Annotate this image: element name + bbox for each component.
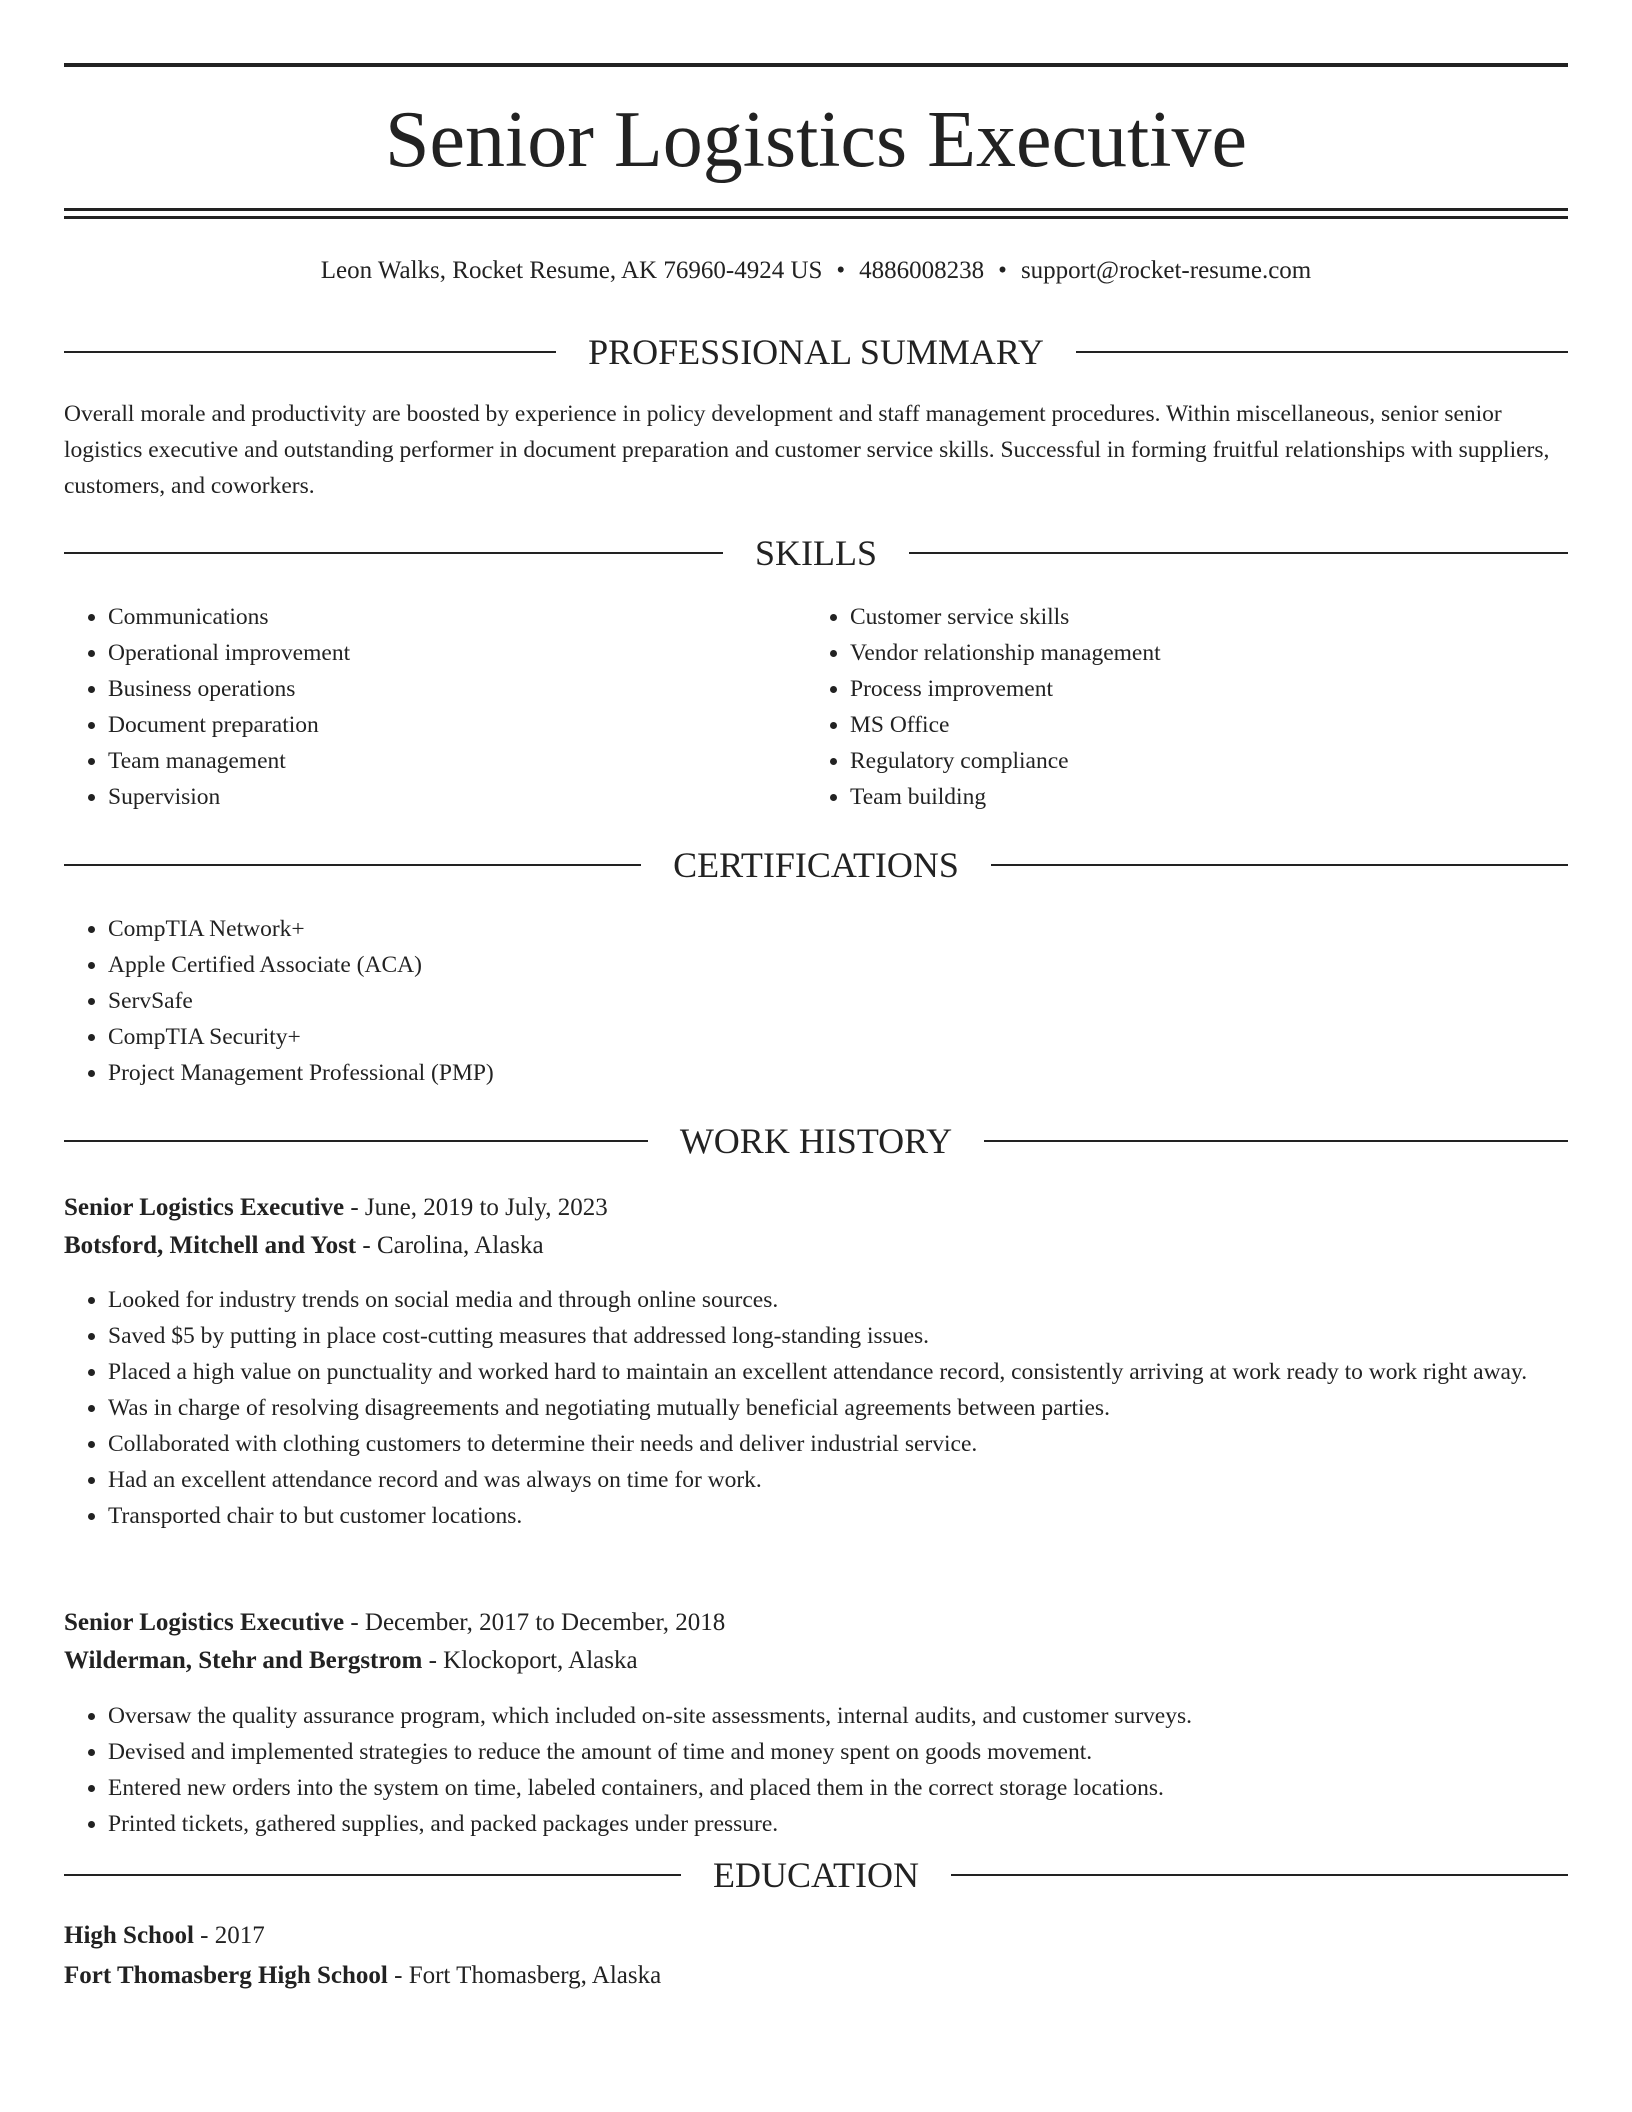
contact-separator: • (836, 257, 846, 284)
section-heading-summary (64, 332, 1568, 372)
skill-item: • Supervision (108, 779, 798, 815)
heading-rule (984, 1140, 1568, 1142)
contact-line (64, 255, 1568, 287)
job-dates: - June, 2019 to July, 2023 (344, 1194, 608, 1221)
contact-phone: 4886008238 (859, 257, 985, 284)
certification-item: • ServSafe (108, 983, 1612, 1019)
section-title: WORK HISTORY (679, 1121, 953, 1161)
job-bullet: • Collaborated with clothing customers to determine their needs and deliver industrial service. (108, 1426, 1612, 1462)
heading-rule (64, 351, 556, 353)
job-bullet: • Printed tickets, gathered supplies, and packed packages under pressure. (108, 1806, 1612, 1842)
section-heading-work (64, 1121, 1568, 1161)
certifications-list (64, 911, 1612, 1091)
skill-item: • Operational improvement (108, 635, 798, 671)
job-bullets (64, 1282, 1612, 1534)
education-school-line (64, 1957, 1568, 1995)
job-title: Senior Logistics Executive (64, 1609, 345, 1636)
job-company: Botsford, Mitchell and Yost (64, 1232, 357, 1259)
heading-rule (64, 864, 641, 866)
skill-item: • Process improvement (850, 671, 1590, 707)
contact-email: support@rocket-resume.com (1020, 257, 1312, 284)
contact-separator: • (998, 257, 1007, 284)
job-dates: - December, 2017 to December, 2018 (344, 1609, 726, 1636)
job-bullet: • Placed a high value on punctuality and worked hard to maintain an excellent attendance record, consistently arriving at work ready to work right away. (108, 1354, 1612, 1390)
job-location: - Klockoport, Alaska (422, 1647, 638, 1674)
job-bullets (64, 1698, 1612, 1842)
summary-text: Overall morale and productivity are boosted by experience in policy development and staff management procedures. Within miscellaneous, senior senior logistics executive and outstanding performer in document preparation and customer service skills. Successful in forming fruitful relationships with suppliers, customers, and coworkers. (64, 401, 1550, 499)
title-rule-upper (64, 208, 1568, 211)
skill-item: • Regulatory compliance (850, 743, 1590, 779)
job-bullet: • Transported chair to but customer locations. (108, 1498, 1612, 1534)
job-bullet: • Oversaw the quality assurance program, which included on-site assessments, internal audits, and customer surveys. (108, 1698, 1612, 1734)
section-title: CERTIFICATIONS (673, 845, 959, 885)
title-rule-lower (64, 216, 1568, 219)
job-bullet: • Was in charge of resolving disagreements and negotiating mutually beneficial agreements between parties. (108, 1390, 1612, 1426)
section-title: SKILLS (755, 533, 878, 573)
skill-item: • Team building (850, 779, 1590, 815)
job-title-line (64, 1604, 1568, 1642)
education-location: - Fort Thomasberg, Alaska (387, 1962, 662, 1989)
job-company-line (64, 1227, 1568, 1265)
skill-item: • Communications (108, 599, 798, 635)
top-rule (64, 63, 1568, 67)
job-bullet: • Looked for industry trends on social media and through online sources. (108, 1282, 1612, 1318)
skill-item: • Business operations (108, 671, 798, 707)
education-year: - 2017 (193, 1922, 265, 1949)
skill-item: • Team management (108, 743, 798, 779)
certification-item: • Apple Certified Associate (ACA) (108, 947, 1612, 983)
contact-address: Leon Walks, Rocket Resume, AK 76960-4924 US (320, 257, 823, 284)
heading-rule (909, 552, 1568, 554)
job-bullet: • Had an excellent attendance record and was always on time for work. (108, 1462, 1612, 1498)
heading-rule (991, 864, 1568, 866)
job-bullet: • Devised and implemented strategies to reduce the amount of time and money spent on goods movement. (108, 1734, 1612, 1770)
skill-item: • Customer service skills (850, 599, 1590, 635)
section-title: EDUCATION (713, 1855, 919, 1895)
section-title: PROFESSIONAL SUMMARY (588, 332, 1044, 372)
certification-item: • CompTIA Security+ (108, 1019, 1612, 1055)
education-degree-line (64, 1917, 1568, 1955)
heading-rule (64, 552, 723, 554)
heading-rule (64, 1140, 648, 1142)
page-title: Senior Logistics Executive (384, 96, 1248, 184)
certification-item: • Project Management Professional (PMP) (108, 1055, 1612, 1091)
job-bullet: • Entered new orders into the system on time, labeled containers, and placed them in the correct storage locations. (108, 1770, 1612, 1806)
job-location: - Carolina, Alaska (356, 1232, 544, 1259)
job-company: Wilderman, Stehr and Bergstrom (64, 1647, 423, 1674)
skill-item: • Vendor relationship management (850, 635, 1590, 671)
heading-rule (64, 1874, 681, 1876)
section-heading-education (64, 1855, 1568, 1895)
heading-rule (1076, 351, 1568, 353)
education-school: Fort Thomasberg High School (64, 1962, 388, 1989)
job-bullet: • Saved $5 by putting in place cost-cutting measures that addressed long-standing issues. (108, 1318, 1612, 1354)
job-title: Senior Logistics Executive (64, 1194, 345, 1221)
skills-list-right (806, 599, 1590, 815)
skill-item: • Document preparation (108, 707, 798, 743)
heading-rule (951, 1874, 1568, 1876)
job-title-line (64, 1189, 1568, 1227)
certification-item: • CompTIA Network+ (108, 911, 1612, 947)
education-degree: High School (64, 1922, 194, 1949)
job-company-line (64, 1642, 1568, 1680)
skill-item: • MS Office (850, 707, 1590, 743)
section-heading-skills (64, 533, 1568, 573)
section-heading-certifications (64, 845, 1568, 885)
skills-list-left (64, 599, 798, 815)
